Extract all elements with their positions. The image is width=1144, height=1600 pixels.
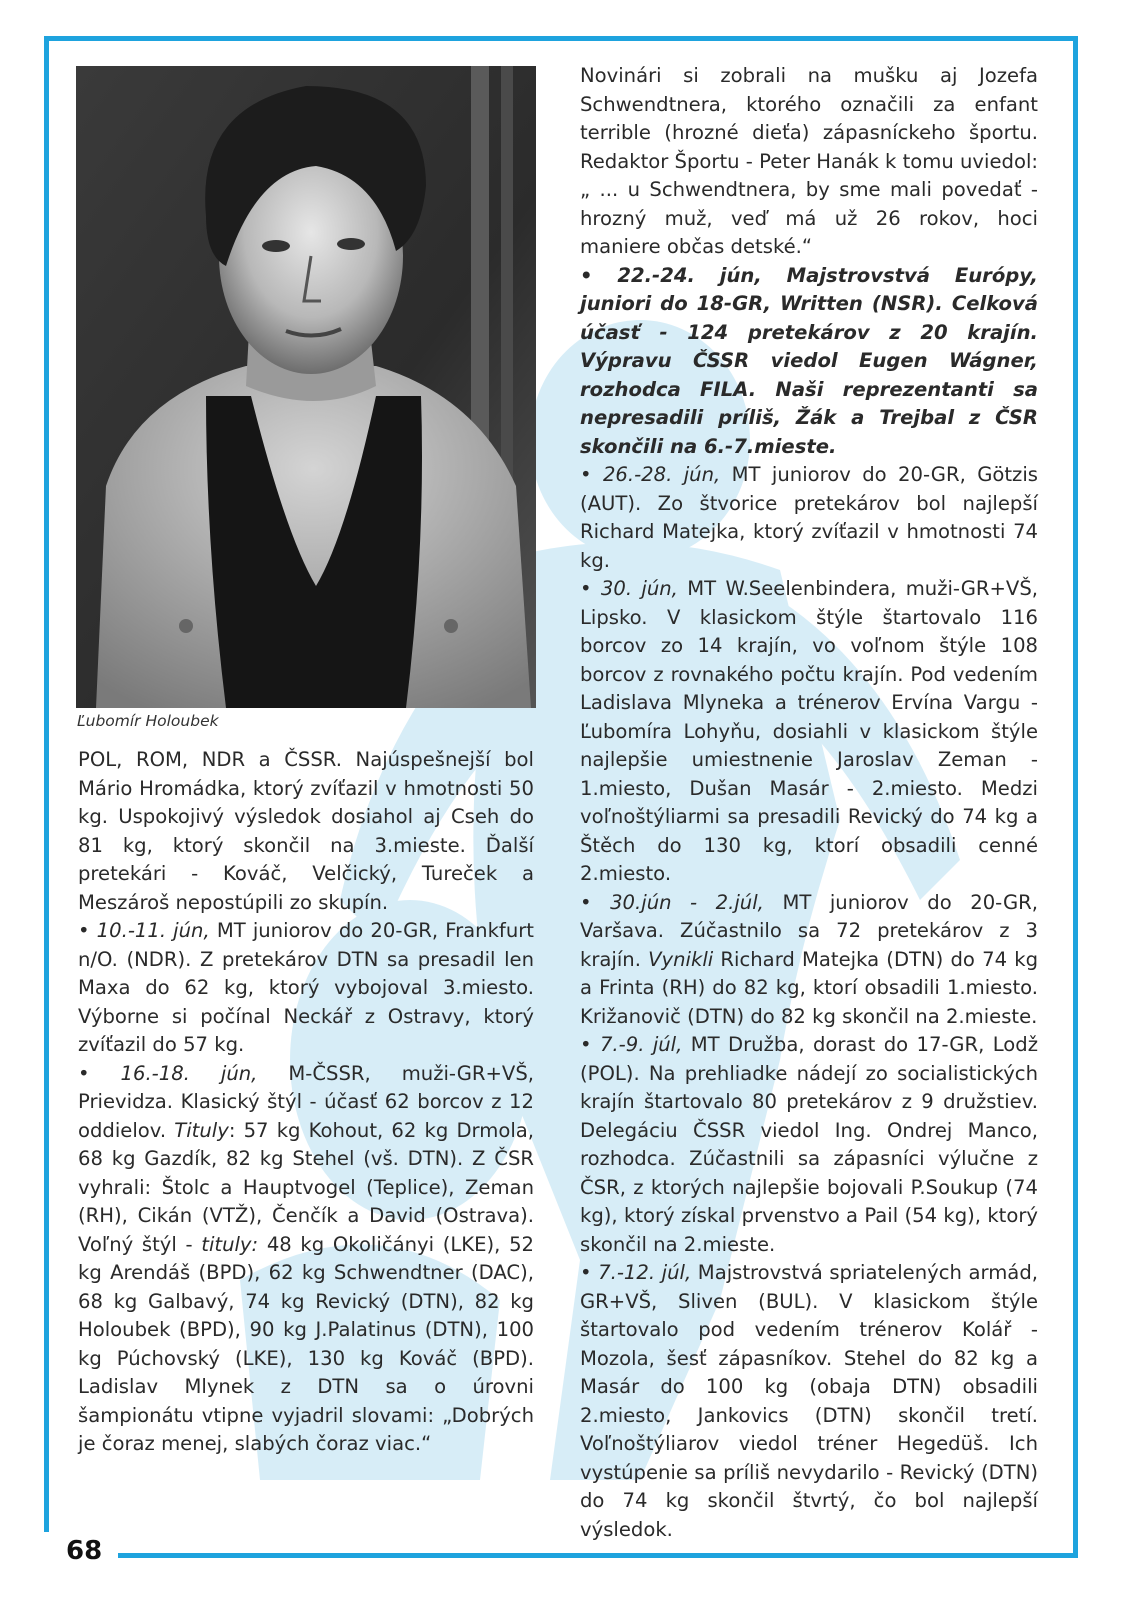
paragraph xyxy=(580,1031,1038,1259)
text-run: • 26.-28. jún, xyxy=(580,463,721,486)
text-run: 48 kg Okoličányi (LKE), 52 kg Arendáš (BPD), 62 kg Schwendtner (DAC), 68 kg Galbavý, 74 kg Revický (DTN), 82 kg Holoubek (BPD), 90 kg J.Palatinus (DTN), 100 kg Púchovský (LKE), 130 kg Kováč (BPD). Ladislav Mlynek z DTN sa o úrovni šampionátu vtipne vyjadril slovami: „Dobrých je čoraz menej, slabých čoraz viac.“ xyxy=(78,1232,535,1455)
text-run: • 16.-18. jún, xyxy=(78,1061,258,1085)
paragraph xyxy=(78,917,534,1060)
text-run: MT Družba, dorast do 17-GR, Lodž (POL). Na prehliadke nádejí zo socialistických krajín štartovalo 80 pretekárov z 9 družstiev. Delegáciu ČSSR viedol Ing. Ondrej Manco, rozhodca. Zúčastnili sa zápasníci výlučne z ČSR, z ktorých najlepšie bojovali P.Soukup (74 kg), ktorý získal prvenstvo a Pail (54 kg), ktorý skončil na 2.mieste. xyxy=(580,1033,1038,1256)
paragraph xyxy=(78,1060,534,1459)
text-run: MT W.Seelenbindera, muži-GR+VŠ, Lipsko. V klasickom štýle štartovalo 116 borcov zo 14 krajín, vo voľnom štýle 108 borcov z rovnakého počtu krajín. Pod vedením Ladislava Mlyneka a trénerov Ervína Vargu - Ľubomíra Lohyňu, dosiahli v klasickom štýle najlepšie umiestnenie Jaroslav Zeman - 1.miesto, Dušan Masár - 2.miesto. Medzi voľnoštýliarmi sa presadili Revický do 74 kg a Štěch do 130 kg, ktorí obsadili cenné 2.miesto. xyxy=(580,577,1038,885)
paragraph xyxy=(580,1259,1038,1544)
text-run: • 30.jún - 2.júl, xyxy=(580,890,764,914)
text-run: tituly: xyxy=(201,1232,259,1256)
text-run: Tituly xyxy=(174,1118,229,1142)
text-run: Novinári si zobrali na mušku aj Jozefa Schwendtnera, ktorého označili za enfant terrible (hrozné dieťa) zápasníckeho športu. Redaktor Športu - Peter Hanák k tomu uviedol: „ ... u Schwendtnera, by sme mali povedať - hrozný muž, veď má už 26 rokov, hoci maniere občas detské.“ xyxy=(580,64,1038,258)
text-run: Richard Matejka (DTN) do 74 kg a Frinta (RH) do 82 kg, ktorí obsadili 1.miesto. Križanovič (DTN) do 82 kg skončil na 2.mieste. xyxy=(580,947,1039,1028)
right-text-column xyxy=(580,62,1038,1544)
text-run: : 57 kg Kohout, 62 kg Drmola, 68 kg Gazdík, 82 kg Stehel (vš. DTN). Z ČSR vyhrali: Štolc a Hauptvogel (Teplice), Zeman (RH), Cikán (VTŽ), Čenčík a David (Ostrava). Voľný štýl - xyxy=(78,1118,534,1256)
photo-caption: Ľubomír Holoubek xyxy=(77,712,219,730)
text-run: MT juniorov do 20-GR, Frankfurt n/O. (NDR). Z pretekárov DTN sa presadil len Maxa do 62 kg, ktorý vybojoval 3.miesto. Výborne si počínal Neckář z Ostravy, ktorý zvíťazil do 57 kg. xyxy=(78,919,534,1056)
portrait-image xyxy=(76,66,536,708)
wrestler-photo xyxy=(76,66,536,708)
paragraph xyxy=(78,746,534,917)
text-run: • 10.-11. jún, xyxy=(78,919,210,942)
text-run: • 22.-24. jún, Majstrovstvá Európy, juniori do 18-GR, Written (NSR). Celková účasť - 124 pretekárov z 20 krajín. Výpravu ČSSR viedol Eugen Wágner, rozhodca FILA. Naši reprezentanti sa nepresadili príliš, Žák a Trejbal z ČSR skončili na 6.-7.mieste. xyxy=(580,263,1038,458)
text-run: • 7.-9. júl, xyxy=(580,1033,683,1056)
text-run: MT juniorov do 20-GR, Varšava. Zúčastnilo sa 72 pretekárov z 3 krajín. xyxy=(580,890,1038,971)
paragraph xyxy=(580,889,1038,1032)
page-number: 68 xyxy=(66,1536,103,1566)
paragraph xyxy=(580,62,1038,262)
text-run: • 7.-12. júl, xyxy=(580,1261,692,1284)
text-run: Vynikli xyxy=(648,947,714,971)
text-run: M-ČSSR, muži-GR+VŠ, Prievidza. Klasický štýl - účasť 62 borcov z 12 oddielov. xyxy=(78,1061,534,1142)
text-run: POL, ROM, NDR a ČSSR. Najúspešnejší bol Mário Hromádka, ktorý zvíťazil v hmotnosti 50 kg. Uspokojivý výsledok dosiahol aj Cseh do 81 kg, ktorý skončil na 3.mieste. Ďalší pretekári - Kováč, Velčický, Tureček a Meszároš nepostúpili zo skupín. xyxy=(78,748,534,914)
left-text-column xyxy=(78,746,534,1459)
paragraph xyxy=(580,461,1038,575)
text-run: • 30. jún, xyxy=(580,577,678,600)
paragraph xyxy=(580,575,1038,889)
paragraph xyxy=(580,262,1038,462)
text-run: Majstrovstvá spriatelených armád, GR+VŠ, Sliven (BUL). V klasickom štýle štartovalo pod vedením trénerov Kolář - Mozola, šesť zápasníkov. Stehel do 82 kg a Masár do 100 kg (obaja DTN) obsadili 2.miesto, Jankovics (DTN) skončil tretí. Voľnoštýliarov viedol tréner Hegedüš. Ich vystúpenie sa príliš nevydarilo - Revický (DTN) do 74 kg skončil štvrtý, čo bol najlepší výsledok. xyxy=(580,1261,1038,1541)
text-run: MT juniorov do 20-GR, Götzis (AUT). Zo štvorice pretekárov bol najlepší Richard Matejka, ktorý zvíťazil v hmotnosti 74 kg. xyxy=(580,463,1038,572)
